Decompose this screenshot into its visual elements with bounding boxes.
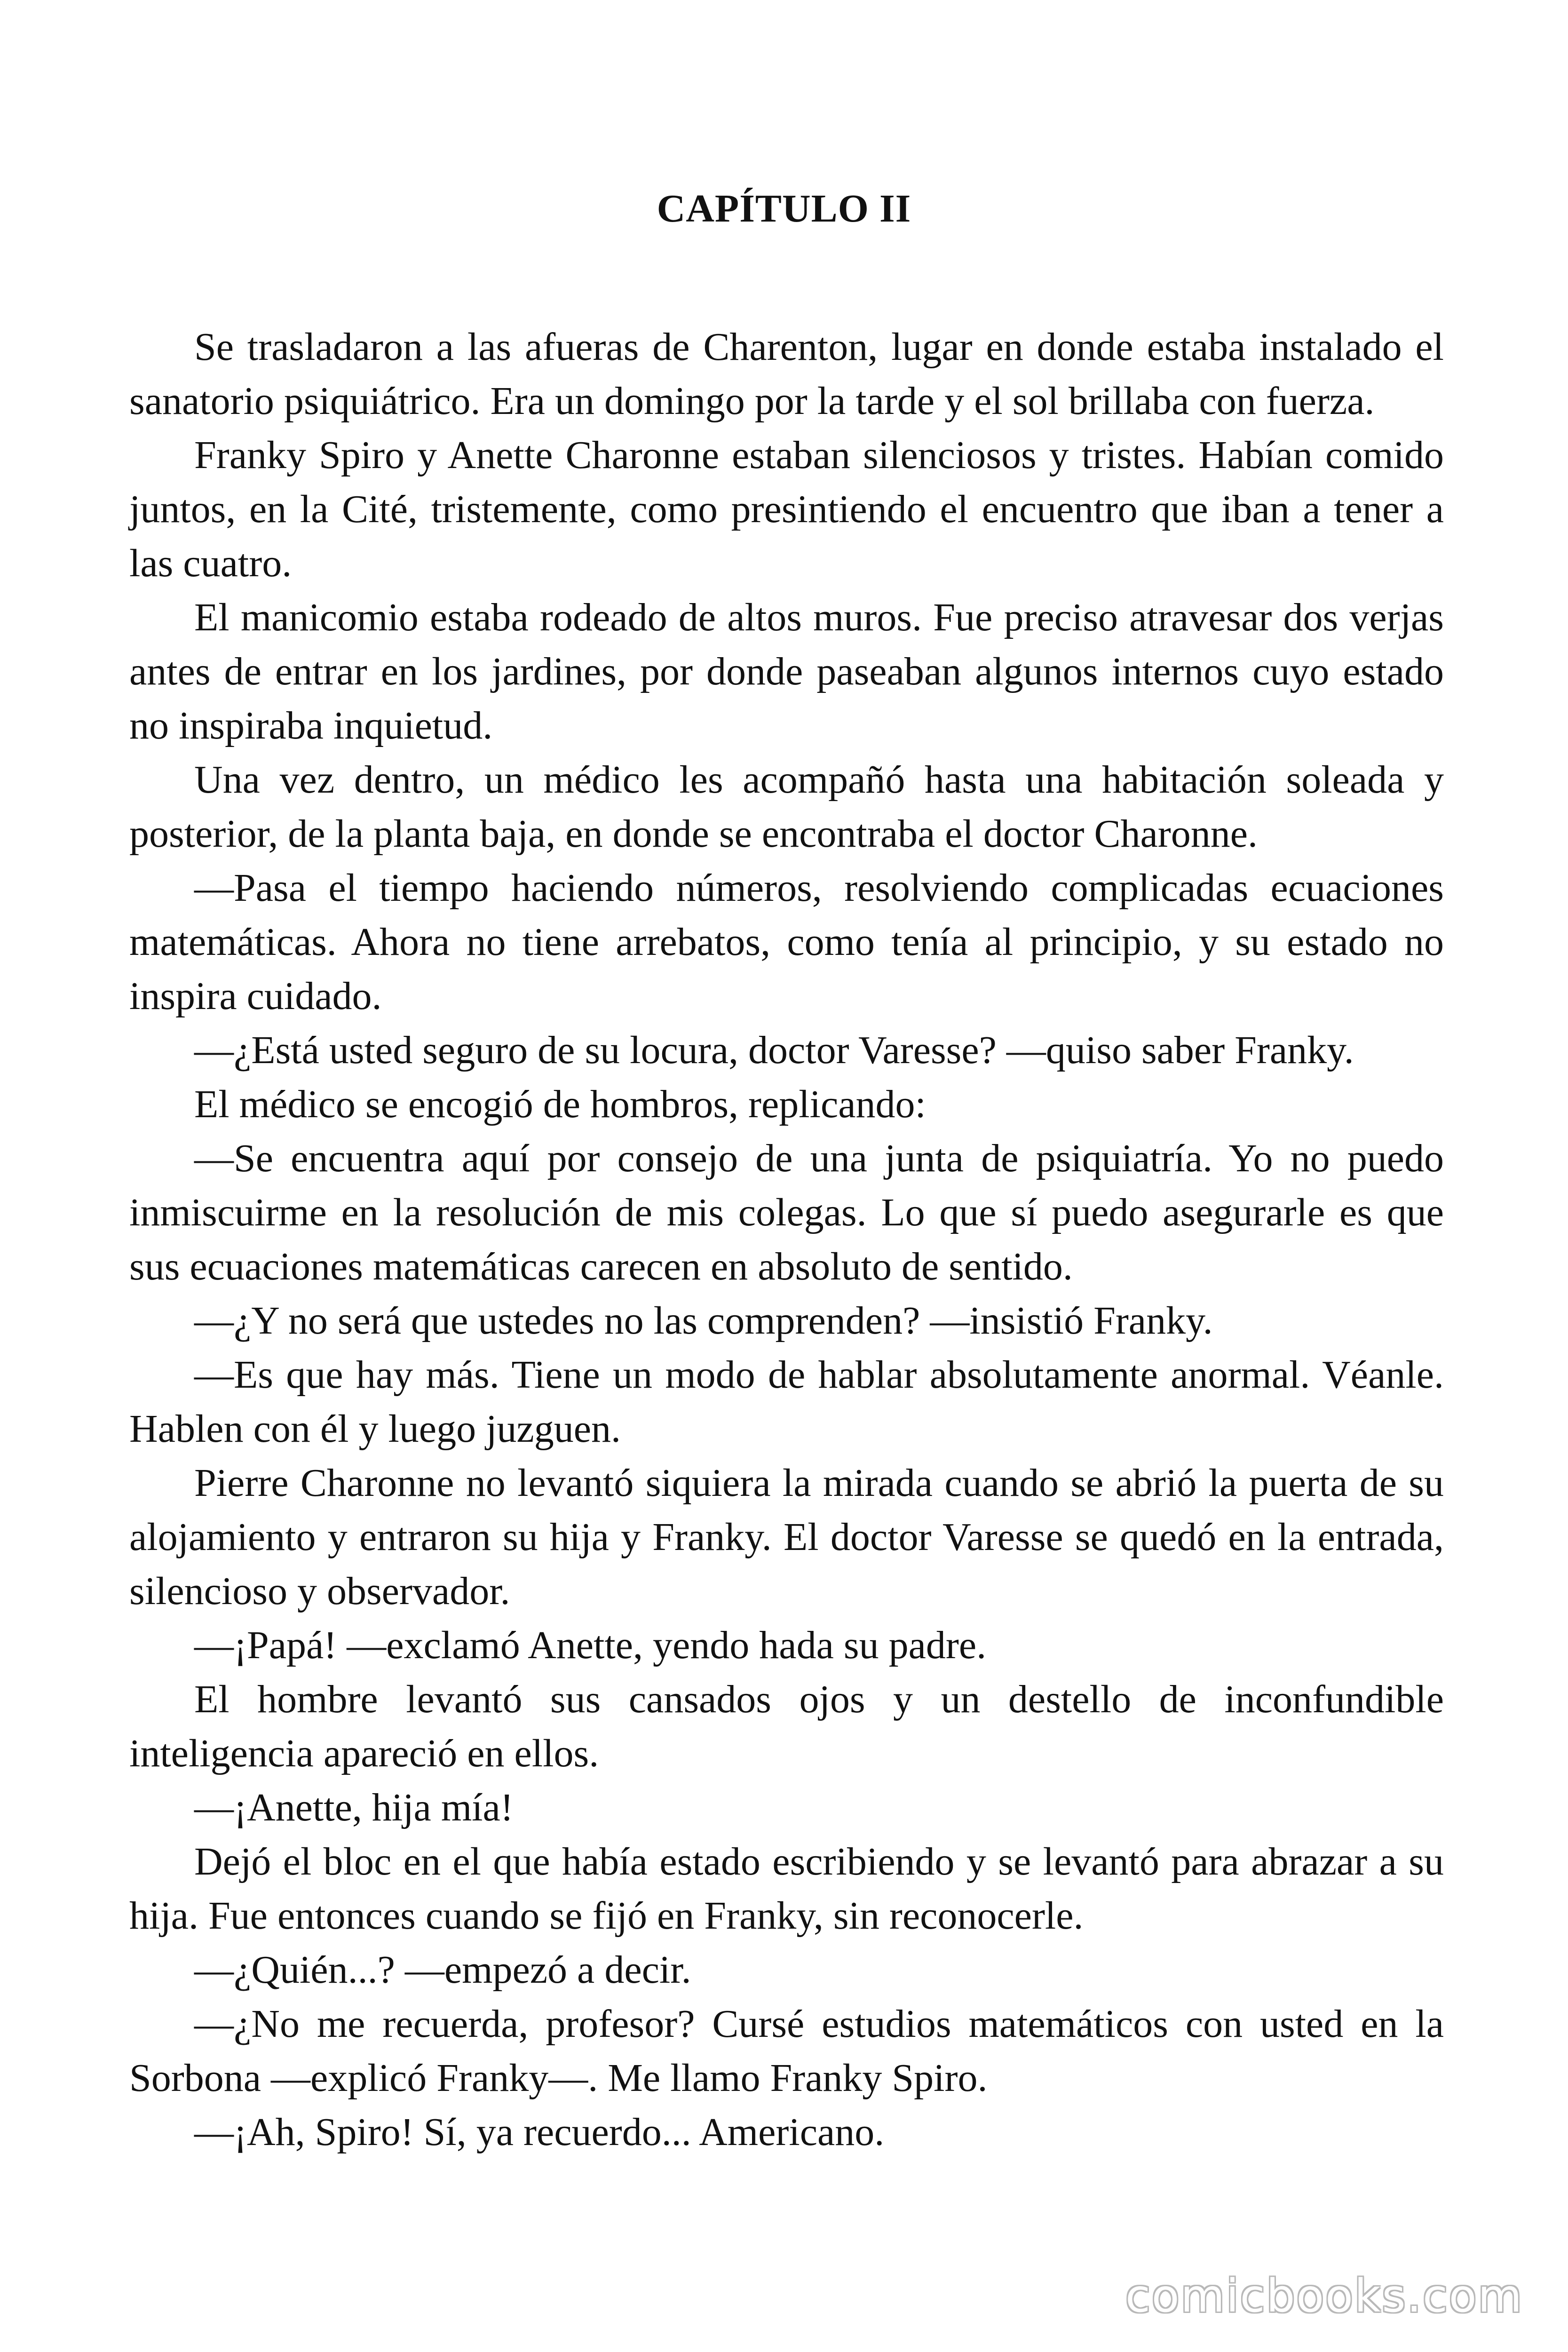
paragraph: Pierre Charonne no levantó siquiera la mirada cuando se abrió la puerta de su alojamiento y entraron su hija y Franky. El doctor Varesse se quedó en la entrada, silencioso y observador. (129, 1461, 1444, 1613)
paragraph: Franky Spiro y Anette Charonne estaban silenciosos y tristes. Habían comido juntos, en la Cité, tristemente, como presintiendo el encuentro que iban a tener a las cuatro. (129, 433, 1444, 585)
paragraph: —Pasa el tiempo haciendo números, resolviendo complicadas ecuaciones matemáticas. Ahora no tiene arrebatos, como tenía al principio, y su estado no inspira cuidado. (129, 866, 1444, 1018)
paragraph: —¡Ah, Spiro! Sí, ya recuerdo... Americano. (194, 2110, 885, 2154)
paragraph: —Se encuentra aquí por consejo de una junta de psiquiatría. Yo no puedo inmiscuirme en la resolución de mis colegas. Lo que sí puedo asegurarle es que sus ecuaciones matemáticas carecen en absoluto de sentido. (129, 1136, 1444, 1288)
chapter-body (129, 320, 1444, 2159)
paragraph: El médico se encogió de hombros, replicando: (194, 1082, 926, 1126)
paragraph: Se trasladaron a las afueras de Charenton, lugar en donde estaba instalado el sanatorio psiquiátrico. Era un domingo por la tarde y el sol brillaba con fuerza. (129, 325, 1444, 423)
paragraph: Una vez dentro, un médico les acompañó hasta una habitación soleada y posterior, de la planta baja, en donde se encontraba el doctor Charonne. (129, 758, 1444, 856)
paragraph: —¿No me recuerda, profesor? Cursé estudios matemáticos con usted en la Sorbona —explicó Franky—. Me llamo Franky Spiro. (129, 2002, 1444, 2100)
paragraph: Dejó el bloc en el que había estado escribiendo y se levantó para abrazar a su hija. Fue entonces cuando se fijó en Franky, sin reconocerle. (129, 1840, 1444, 1938)
paragraph: —¿Y no será que ustedes no las comprenden? —insistió Franky. (194, 1299, 1213, 1343)
paragraph: —¿Quién...? —empezó a decir. (194, 1948, 691, 1992)
paragraph: —Es que hay más. Tiene un modo de hablar absolutamente anormal. Véanle. Hablen con él y luego juzguen. (129, 1353, 1444, 1451)
paragraph: —¡Anette, hija mía! (194, 1786, 514, 1829)
paragraph: —¿Está usted seguro de su locura, doctor Varesse? —quiso saber Franky. (194, 1028, 1354, 1072)
paragraph: El hombre levantó sus cansados ojos y un destello de inconfundible inteligencia apareció en ellos. (129, 1677, 1444, 1775)
paragraph: —¡Papá! —exclamó Anette, yendo hada su padre. (194, 1623, 987, 1667)
paragraph: El manicomio estaba rodeado de altos muros. Fue preciso atravesar dos verjas antes de entrar en los jardines, por donde paseaban algunos internos cuyo estado no inspiraba inquietud. (129, 596, 1444, 747)
watermark-text: comicbooks.com (1125, 2270, 1523, 2322)
chapter-title: CAPÍTULO II (657, 187, 911, 230)
